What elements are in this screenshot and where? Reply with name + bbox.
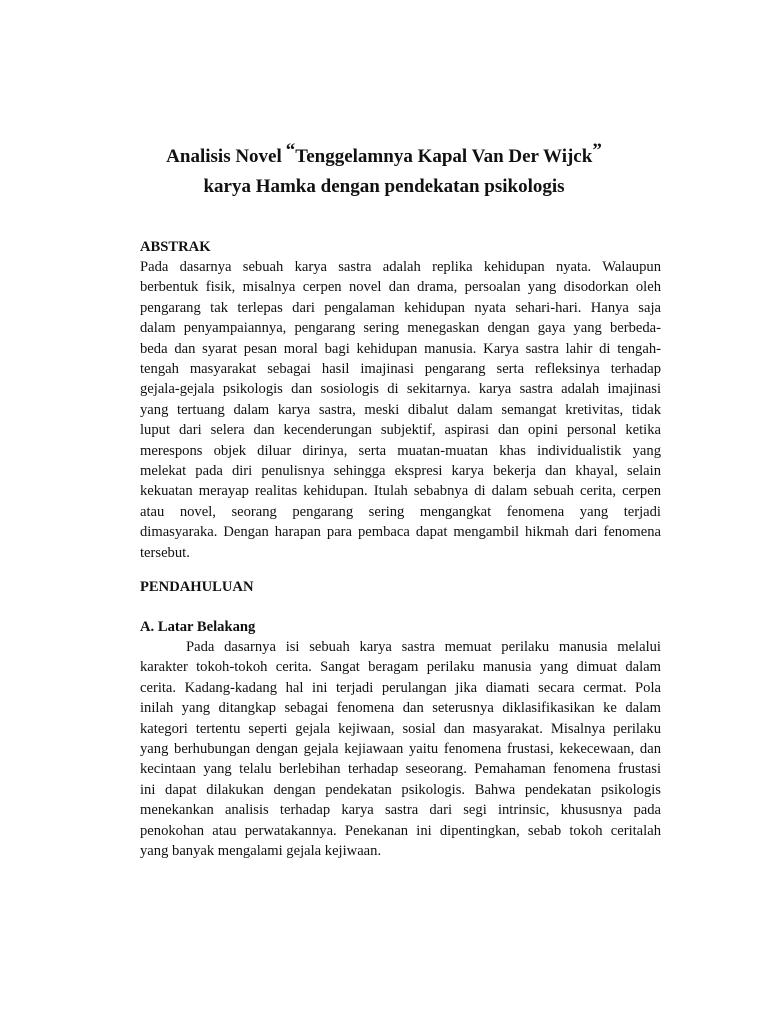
latar-belakang-section — [140, 617, 661, 861]
abstrak-line: luput dari selera dan kecenderungan subjektif, aspirasi dan opini personal ketika — [140, 422, 661, 439]
latar-line: penokohan atau perwatakannya. Penekanan ini dipentingkan, sebab tokoh ceritalah — [140, 822, 661, 839]
document-title-line-1 — [100, 140, 668, 171]
abstrak-line: tengah masyarakat sebagai hasil imajinasi pengarang serta refleksinya terhadap — [140, 361, 661, 378]
latar-line: inilah yang ditangkap sebagai fenomena dan seterusnya diklasifikasikan ke dalam — [140, 700, 661, 717]
abstrak-line: dalam penyampaiannya, pengarang sering menegaskan dengan gaya yang berbeda- — [140, 320, 661, 337]
document-title-line-2: karya Hamka dengan pendekatan psikologis — [203, 176, 565, 197]
abstrak-line: atau novel, seorang pengarang sering mengangkat fenomena yang terjadi — [140, 503, 661, 520]
latar-line: ini dapat dilakukan dengan pendekatan psikologis. Bahwa pendekatan psikologis — [140, 781, 661, 798]
title-open-quote: “ — [285, 140, 296, 161]
title-novel-name: Tenggelamnya Kapal Van Der Wijck — [295, 146, 593, 167]
latar-line: yang berhubungan dengan gejala kejiawaan yaitu fenomena frustasi, kekecewaan, dan — [140, 741, 661, 758]
abstrak-line: kekuatan merayap realitas kehidupan. Itulah sebabnya di dalam sebuah cerita, cerpen — [140, 483, 661, 500]
latar-belakang-heading: A. Latar Belakang — [140, 619, 256, 635]
latar-line: karakter tokoh-tokoh cerita. Sangat beragam perilaku manusia yang dimuat dalam — [140, 659, 661, 676]
abstrak-line: beda dan syarat pesan moral bagi kehidupan manusia. Karya sastra lahir di tengah- — [140, 340, 661, 357]
pendahuluan-heading: PENDAHULUAN — [140, 579, 254, 595]
title-close-quote: ” — [592, 140, 602, 161]
abstrak-heading: ABSTRAK — [140, 239, 211, 255]
abstrak-line: pengarang tak terlepas dari pengalaman kehidupan nyata sehari-hari. Hanya saja — [140, 299, 661, 316]
pendahuluan-section — [140, 577, 661, 597]
abstrak-section — [140, 237, 661, 563]
latar-belakang-paragraph — [140, 637, 661, 861]
abstrak-line: dimasyaraka. Dengan harapan para pembaca dapat mengambil hikmah dari fenomena — [140, 524, 661, 541]
abstrak-line: gejala-gejala psikologis dan sosiologis di sekitarnya. karya sastra adalah imajinasi — [140, 381, 661, 398]
abstrak-line: tersebut. — [140, 544, 190, 561]
latar-line: kecintaan yang telalu berlebihan terhadap seseorang. Pemahaman fenomena frustasi — [140, 761, 661, 778]
latar-line: kategori tertentu seperti gejala kejiwaan, sosial dan masyarakat. Misalnya perilaku — [140, 720, 661, 737]
latar-line: menekankan analisis terhadap karya sastra dari segi intrinsic, khususnya pada — [140, 802, 661, 819]
abstrak-line: berbentuk fisik, misalnya cerpen novel dan drama, persoalan yang disodorkan oleh — [140, 279, 661, 296]
latar-line: Pada dasarnya isi sebuah karya sastra memuat perilaku manusia melalui — [186, 639, 661, 655]
latar-line: yang banyak mengalami gejala kejiwaan. — [140, 843, 382, 860]
title-prefix: Analisis Novel — [166, 146, 282, 167]
abstrak-line: melekat pada diri penulisnya sehingga ekspresi karya bekerja dan khayal, selain — [140, 463, 661, 480]
latar-line: cerita. Kadang-kadang hal ini terjadi perulangan jika diamati secara cermat. Pola — [140, 679, 661, 696]
abstrak-line: yang tertuang dalam karya sastra, meski dibalut dalam semangat kretivitas, tidak — [140, 401, 661, 418]
abstrak-line: Pada dasarnya sebuah karya sastra adalah replika kehidupan nyata. Walaupun — [140, 259, 661, 275]
abstrak-line: merespons objek diluar dirinya, serta muatan-muatan khas individualistik yang — [140, 442, 661, 459]
abstrak-paragraph — [140, 257, 661, 563]
